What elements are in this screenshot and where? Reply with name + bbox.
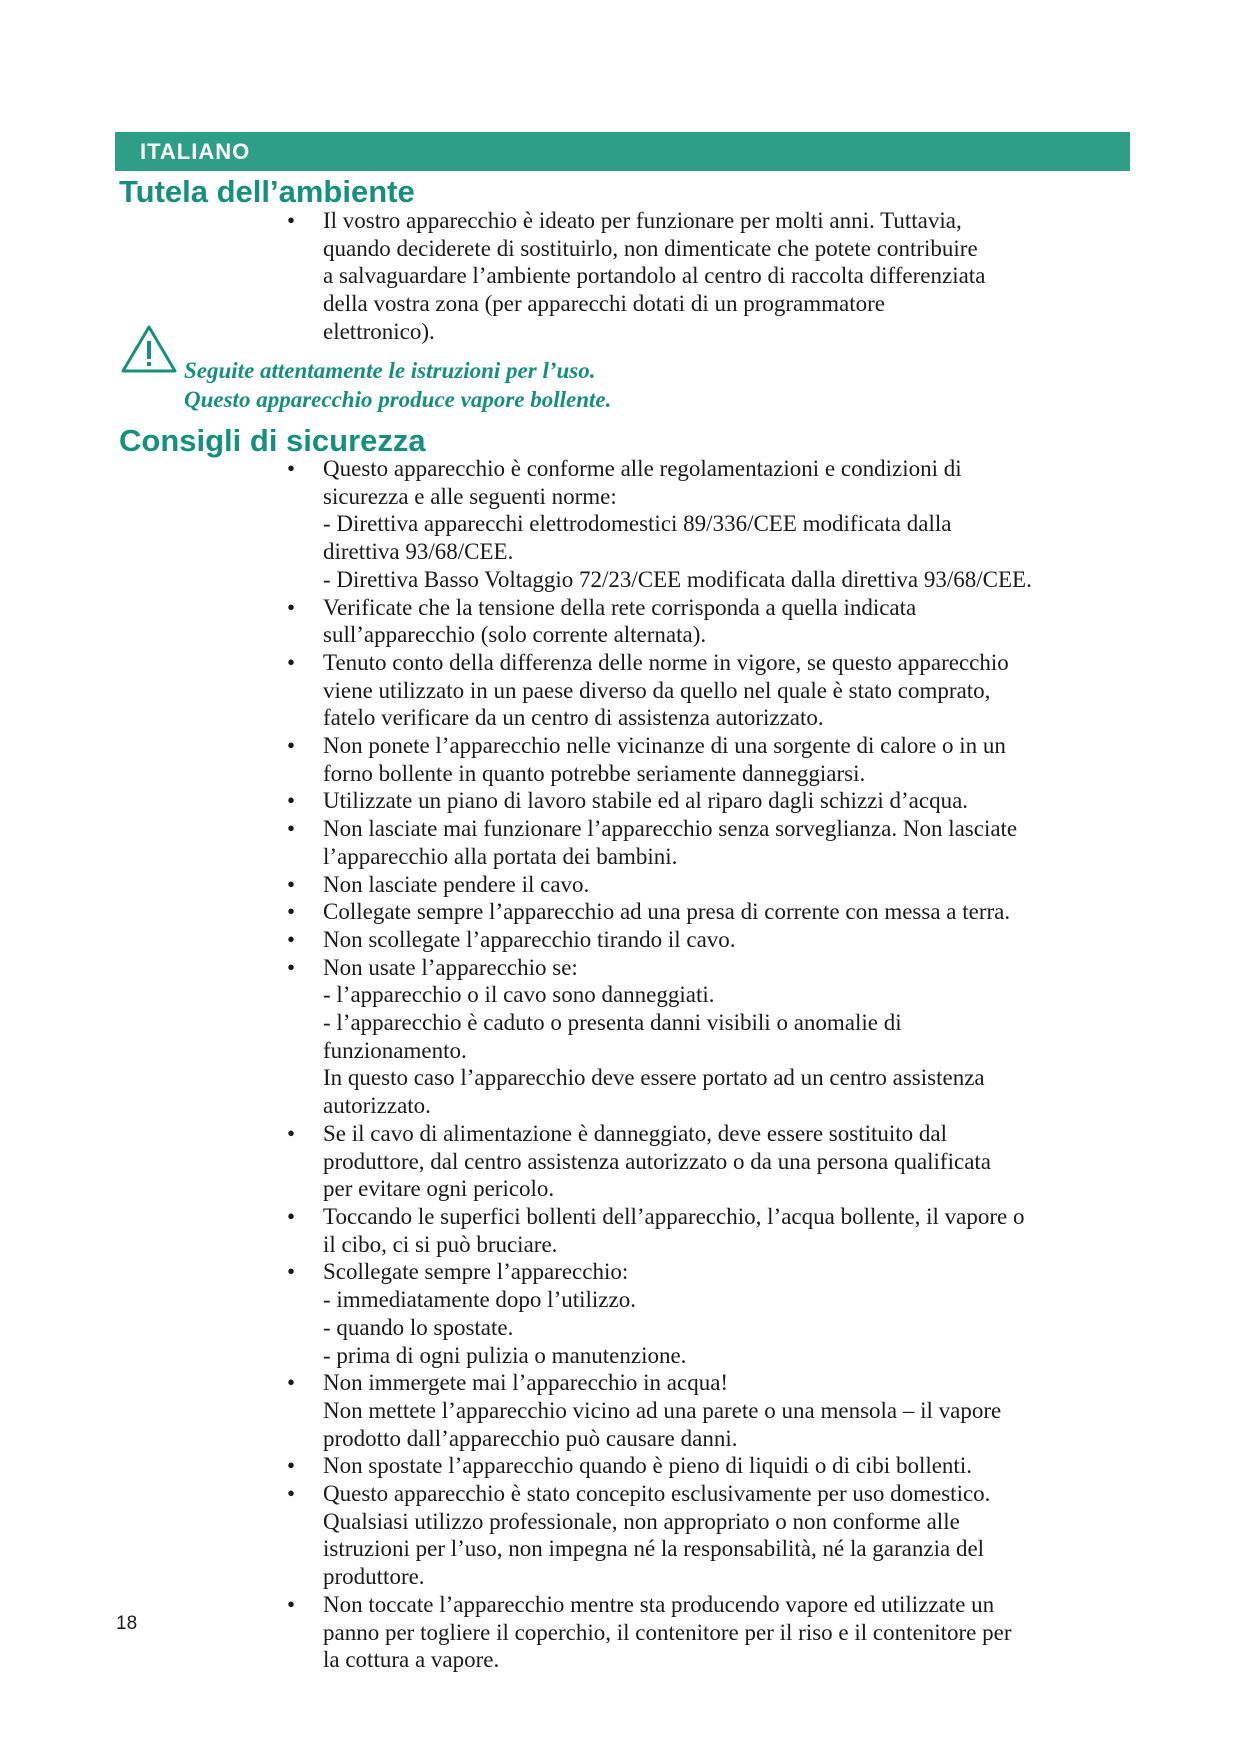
bullet-continuation: - Direttiva apparecchi elettrodomestici 89/336/CEE modificata dalla: [323, 511, 952, 537]
bullet-item: [287, 1258, 1147, 1286]
bullet-text: Non lasciate mai funzionare l’apparecchio senza sorveglianza. Non lasciate: [323, 816, 1018, 842]
bullet-icon: •: [287, 208, 296, 233]
bullet-text: Tenuto conto della differenza delle norme in vigore, se questo apparecchio: [323, 649, 1009, 675]
bullet-icon: •: [287, 1203, 296, 1229]
bullet-continuation: istruzioni per l’uso, non impegna né la responsabilità, né la garanzia del: [323, 1536, 985, 1562]
bullet-text: Non toccate l’apparecchio mentre sta producendo vapore ed utilizzate un: [323, 1591, 995, 1617]
safety-list: [287, 455, 1147, 1674]
language-label: ITALIANO: [140, 139, 251, 164]
bullet-continuation: Non mettete l’apparecchio vicino ad una parete o una mensola – il vapore: [323, 1397, 1002, 1423]
bullet-text: Questo apparecchio è conforme alle regolamentazioni e condizioni di: [323, 456, 962, 481]
bullet-continuation: sull’apparecchio (solo corrente alternata).: [323, 622, 707, 648]
bullet-item: [287, 1120, 1147, 1148]
bullet-continuation: quando deciderete di sostituirlo, non dimenticate che potete contribuire: [323, 235, 978, 261]
bullet-item: [287, 1591, 1147, 1619]
bullet-text: Se il cavo di alimentazione è danneggiato, deve essere sostituito dal: [323, 1120, 947, 1146]
bullet-continuation: produttore.: [323, 1564, 425, 1590]
bullet-continuation: a salvaguardare l’ambiente portandolo al centro di raccolta differenziata: [323, 263, 986, 289]
bullet-continuation: direttiva 93/68/CEE.: [323, 539, 514, 565]
bullet-item: [287, 1452, 1147, 1480]
bullet-continuation: forno bollente in quanto potrebbe seriamente danneggiarsi.: [323, 760, 866, 786]
bullet-icon: •: [287, 1370, 296, 1396]
bullet-continuation: il cibo, ci si può bruciare.: [323, 1231, 558, 1257]
bullet-continuation: sicurezza e alle seguenti norme:: [323, 483, 617, 509]
bullet-text: Verificate che la tensione della rete corrisponda a quella indicata: [323, 594, 917, 620]
bullet-text: Collegate sempre l’apparecchio ad una presa di corrente con messa a terra.: [323, 899, 1011, 925]
bullet-icon: •: [287, 871, 296, 897]
bullet-continuation: - prima di ogni pulizia o manutenzione.: [323, 1342, 687, 1368]
bullet-text: Non usate l’apparecchio se:: [323, 954, 578, 980]
bullet-item: [287, 649, 1147, 677]
bullet-text: Non scollegate l’apparecchio tirando il cavo.: [323, 926, 736, 952]
bullet-icon: •: [287, 1481, 296, 1507]
warning-line-2: Questo apparecchio produce vapore bollente.: [184, 387, 612, 412]
bullet-continuation: prodotto dall’apparecchio può causare danni.: [323, 1425, 738, 1451]
bullet-continuation: Qualsiasi utilizzo professionale, non appropriato o non conforme alle: [323, 1508, 960, 1534]
bullet-item: [287, 1480, 1147, 1508]
bullet-continuation: elettronico).: [323, 318, 435, 344]
bullet-icon: •: [287, 649, 296, 675]
bullet-item: [287, 732, 1147, 760]
bullet-continuation: l’apparecchio alla portata dei bambini.: [323, 843, 678, 869]
bullet-text: Il vostro apparecchio è ideato per funzionare per molti anni. Tuttavia,: [323, 208, 962, 233]
bullet-icon: •: [287, 788, 296, 814]
environment-list: [287, 207, 1147, 346]
bullet-item: [287, 1369, 1147, 1397]
page-number: 18: [116, 1613, 138, 1634]
bullet-continuation: - immediatamente dopo l’utilizzo.: [323, 1287, 636, 1313]
bullet-text: Non immergete mai l’apparecchio in acqua!: [323, 1370, 729, 1396]
bullet-item: [287, 455, 1147, 483]
bullet-text: Utilizzate un piano di lavoro stabile ed al riparo dagli schizzi d’acqua.: [323, 788, 969, 814]
bullet-item: [287, 207, 1147, 235]
bullet-item: [287, 954, 1147, 982]
bullet-icon: •: [287, 1591, 296, 1617]
bullet-icon: •: [287, 594, 296, 620]
bullet-text: Scollegate sempre l’apparecchio:: [323, 1259, 629, 1285]
bullet-item: [287, 898, 1147, 926]
bullet-icon: •: [287, 1120, 296, 1146]
bullet-continuation: - quando lo spostate.: [323, 1314, 514, 1340]
bullet-item: [287, 787, 1147, 815]
bullet-icon: •: [287, 816, 296, 842]
bullet-continuation: la cottura a vapore.: [323, 1647, 500, 1673]
bullet-continuation: autorizzato.: [323, 1093, 431, 1119]
section-title-environment: Tutela dell’ambiente: [119, 174, 415, 209]
language-header-bar: [115, 132, 1130, 171]
bullet-continuation: panno per togliere il coperchio, il contenitore per il riso e il contenitore per: [323, 1619, 1012, 1645]
bullet-continuation: - Direttiva Basso Voltaggio 72/23/CEE modificata dalla direttiva 93/68/CEE.: [323, 566, 1032, 592]
bullet-text: Questo apparecchio è stato concepito esclusivamente per uso domestico.: [323, 1481, 991, 1507]
bullet-continuation: della vostra zona (per apparecchi dotati di un programmatore: [323, 291, 885, 317]
bullet-continuation: viene utilizzato in un paese diverso da quello nel quale è stato comprato,: [323, 677, 991, 703]
bullet-item: [287, 871, 1147, 899]
bullet-text: Non spostate l’apparecchio quando è pieno di liquidi o di cibi bollenti.: [323, 1453, 972, 1479]
bullet-item: [287, 594, 1147, 622]
section-title-safety: Consigli di sicurezza: [119, 423, 426, 458]
bullet-text: Toccando le superfici bollenti dell’apparecchio, l’acqua bollente, il vapore o: [323, 1203, 1025, 1229]
bullet-icon: •: [287, 1453, 296, 1479]
bullet-continuation: fatelo verificare da un centro di assistenza autorizzato.: [323, 705, 824, 731]
bullet-text: Non ponete l’apparecchio nelle vicinanze di una sorgente di calore o in un: [323, 733, 1006, 759]
warning-line-1: Seguite attentamente le istruzioni per l’uso.: [184, 358, 596, 383]
bullet-continuation: per evitare ogni pericolo.: [323, 1176, 555, 1202]
bullet-continuation: - l’apparecchio o il cavo sono danneggiati.: [323, 982, 715, 1008]
bullet-icon: •: [287, 733, 296, 759]
bullet-continuation: - l’apparecchio è caduto o presenta danni visibili o anomalie di: [323, 1010, 902, 1036]
bullet-continuation: produttore, dal centro assistenza autorizzato o da una persona qualificata: [323, 1148, 991, 1174]
bullet-icon: •: [287, 1259, 296, 1285]
bullet-text: Non lasciate pendere il cavo.: [323, 871, 590, 897]
bullet-icon: •: [287, 456, 296, 481]
bullet-icon: •: [287, 899, 296, 925]
bullet-item: [287, 815, 1147, 843]
bullet-continuation: In questo caso l’apparecchio deve essere portato ad un centro assistenza: [323, 1065, 985, 1091]
bullet-item: [287, 926, 1147, 954]
bullet-continuation: funzionamento.: [323, 1037, 467, 1063]
bullet-icon: •: [287, 926, 296, 952]
warning-triangle-icon: [119, 323, 179, 375]
bullet-item: [287, 1203, 1147, 1231]
warning-text: [184, 356, 611, 414]
bullet-icon: •: [287, 954, 296, 980]
